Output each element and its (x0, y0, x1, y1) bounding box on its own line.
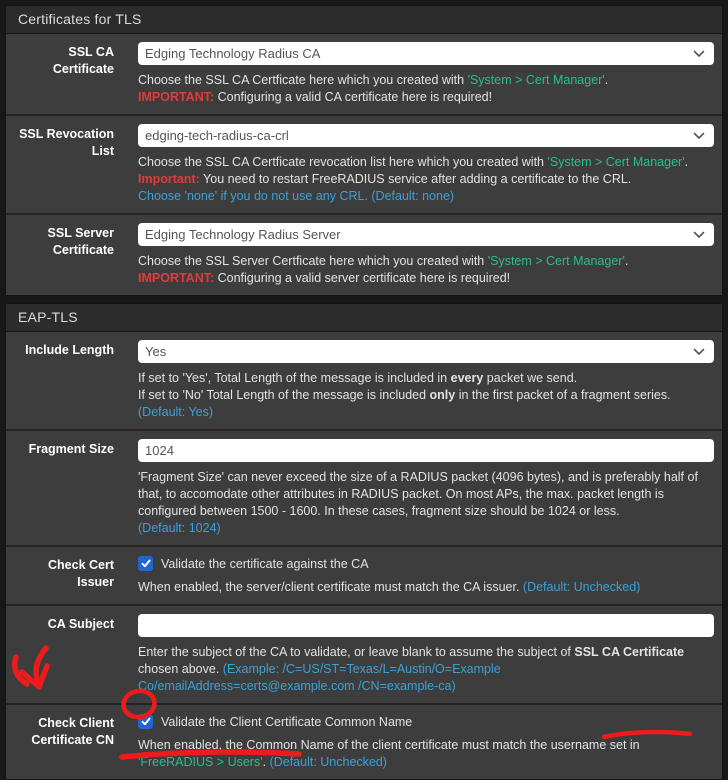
field-control (128, 705, 722, 779)
help-text (138, 188, 714, 205)
panel-certificates-for-tls (5, 5, 723, 296)
field-control (128, 332, 722, 429)
help-text (138, 370, 714, 387)
text-segment: packet we send. (483, 371, 578, 385)
check-icon (141, 717, 151, 726)
help-text (138, 737, 714, 771)
text-segment: (Default: Unchecked) (269, 755, 387, 769)
help-text (138, 387, 714, 421)
help-text (138, 469, 714, 520)
ca-subject-input[interactable] (138, 614, 714, 637)
check-cert-issuer-option (138, 555, 714, 572)
help-text (138, 89, 714, 106)
text-segment: If set to 'No' Total Length of the message is included (138, 388, 430, 402)
text-segment: Choose the SSL CA Certficate here which you created with (138, 73, 468, 87)
text-segment: Important: (138, 172, 200, 186)
text-segment: IMPORTANT: (138, 271, 215, 285)
inline-link[interactable]: 'System > Cert Manager' (547, 155, 685, 169)
inline-link[interactable]: 'System > Cert Manager' (467, 73, 605, 87)
help-text (138, 171, 714, 188)
field-label: Check Cert Issuer (48, 558, 114, 589)
help-text (138, 72, 714, 89)
field-control (128, 215, 722, 295)
row-include-length (6, 332, 722, 429)
text-segment: Configuring a valid server certificate here is required! (214, 271, 511, 285)
inline-link[interactable]: 'System > Cert Manager' (487, 254, 625, 268)
row-fragment-size (6, 429, 722, 545)
check-icon (141, 559, 151, 568)
text-segment: . (604, 73, 609, 87)
text-segment: (Default: Unchecked) (522, 580, 641, 594)
ssl-ca-certificate-select[interactable] (138, 42, 714, 65)
row-ca-subject (6, 604, 722, 703)
row-ssl-server-certificate (6, 213, 722, 295)
text-segment: When enabled, the server/client certificate must match the CA issuer. (138, 580, 523, 594)
text-segment: Configuring a valid CA certificate here is required! (214, 90, 493, 104)
help-text (138, 154, 714, 171)
text-segment: chosen above. (138, 662, 223, 676)
field-label: Include Length (25, 343, 114, 357)
field-label: Fragment Size (28, 442, 114, 456)
row-ssl-ca-certificate (6, 34, 722, 114)
text-segment: When enabled, the Common Name of the client certificate must match the username set in (138, 738, 640, 752)
field-label: SSL CA Certificate (52, 45, 114, 76)
text-segment: (Default: Yes) (138, 405, 214, 419)
help-text (138, 520, 714, 537)
text-segment: Enter the subject of the CA to validate, or leave blank to assume the subject of (138, 645, 575, 659)
field-control (128, 431, 722, 545)
ssl-server-certificate-select-wrap (138, 223, 714, 246)
panel-eap-tls (5, 303, 723, 780)
text-segment: . (624, 254, 629, 268)
text-segment: (Example: /C=US/ST=Texas/L=Austin/O=Example Co/emailAddress=certs@example.com /CN=example-ca) (138, 662, 501, 693)
text-segment: . (262, 755, 270, 769)
field-control (128, 606, 722, 703)
include-length-select-wrap (138, 340, 714, 363)
field-label: SSL Server Certificate (47, 226, 114, 257)
help-text (138, 644, 714, 695)
text-segment: 'Fragment Size' can never exceed the size of a RADIUS packet (4096 bytes), and is preferably half of that, to accomodate other attributes in RADIUS packet. On most APs, the max. packet length is configured between 1500 - 1600. In these cases, fragment size should be 1024 or less. (138, 470, 698, 518)
text-segment: in the first packet of a fragment series. (455, 388, 671, 402)
check-cert-issuer-checkbox[interactable] (138, 556, 153, 571)
checkbox-label: Validate the Client Certificate Common Name (161, 714, 413, 729)
text-segment: Choose 'none' if you do not use any CRL. (Default: none) (138, 189, 455, 203)
text-segment: IMPORTANT: (138, 90, 215, 104)
field-label: Check Client Certificate CN (31, 716, 114, 747)
ssl-revocation-list-select[interactable] (138, 124, 714, 147)
panel-title: EAP-TLS (6, 304, 722, 332)
field-control (128, 116, 722, 213)
include-length-select[interactable] (138, 340, 714, 363)
inline-link[interactable]: 'FreeRADIUS > Users' (138, 755, 263, 769)
text-segment: SSL CA Certificate (574, 645, 685, 659)
ssl-ca-certificate-select-wrap (138, 42, 714, 65)
text-segment: You need to restart FreeRADIUS service after adding a certificate to the CRL. (199, 172, 632, 186)
text-segment: Choose the SSL Server Certficate here which you created with (138, 254, 488, 268)
text-segment: (Default: 1024) (138, 521, 221, 535)
text-segment: Choose the SSL CA Certficate revocation list here which you created with (138, 155, 548, 169)
text-segment: only (429, 388, 456, 402)
row-ssl-revocation-list (6, 114, 722, 213)
help-text (138, 253, 714, 270)
help-text (138, 579, 714, 596)
panel-title: Certificates for TLS (6, 6, 722, 34)
field-control (128, 547, 722, 604)
row-check-cert-issuer (6, 545, 722, 604)
field-control (128, 34, 722, 114)
field-label: SSL Revocation List (19, 127, 114, 158)
checkbox-label: Validate the certificate against the CA (161, 556, 369, 571)
ssl-revocation-list-select-wrap (138, 124, 714, 147)
check-client-cn-option (138, 713, 714, 730)
check-client-cn-checkbox[interactable] (138, 714, 153, 729)
row-check-client-certificate-cn (6, 703, 722, 779)
fragment-size-input[interactable] (138, 439, 714, 462)
text-segment: If set to 'Yes', Total Length of the message is included in (138, 371, 451, 385)
text-segment: . (684, 155, 689, 169)
ssl-server-certificate-select[interactable] (138, 223, 714, 246)
help-text (138, 270, 714, 287)
text-segment: every (450, 371, 484, 385)
field-label: CA Subject (47, 617, 114, 631)
